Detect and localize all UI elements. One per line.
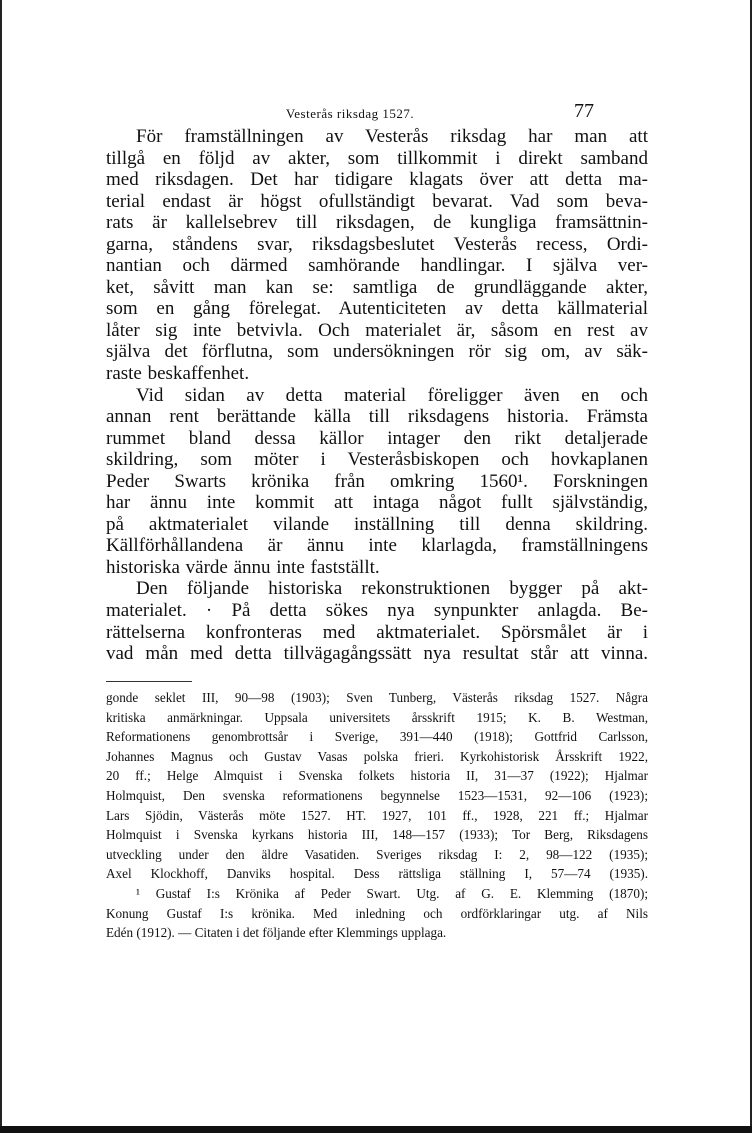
text-line: Källförhållandena är ännu inte klarlagda, framställningens bbox=[106, 535, 648, 557]
footnote-line: Holmquist i Svenska kyrkans historia III, 148—157 (1933); Tor Berg, Riksdagens bbox=[106, 827, 648, 843]
text-line: terial endast är högst ofullständigt bevarat. Vad som beva- bbox=[106, 190, 648, 212]
footnote-line: utveckling under den äldre Vasatiden. Sveriges riksdag I: 2, 98—122 (1935); bbox=[106, 846, 648, 862]
footnote-line: kritiska anmärkningar. Uppsala universitets årsskrift 1915; K. B. Westman, bbox=[106, 709, 648, 725]
text-line: vad mån med detta tillvägagångssätt nya resultat står att vinna. bbox=[106, 643, 648, 665]
footnote-line: Axel Klockhoff, Danviks hospital. Dess rättsliga ställning I, 57—74 (1935). bbox=[106, 866, 648, 882]
text-line: låter sig inte betvivla. Och materialet är, såsom en rest av bbox=[106, 319, 648, 341]
running-title: Vesterås riksdag 1527. bbox=[285, 106, 415, 121]
text-line: själva det förflutna, som undersökningen rör sig om, av säk- bbox=[106, 341, 648, 363]
footnote-line: gonde seklet III, 90—98 (1903); Sven Tunberg, Västerås riksdag 1527. Några bbox=[106, 690, 648, 705]
footnote-line: Reformationens genombrottsår i Sverige, 391—440 (1918); Gottfrid Carlsson, bbox=[106, 729, 648, 745]
text-line: Peder Swarts krönika från omkring 1560¹. Forskningen bbox=[106, 470, 648, 492]
text-line: ket, såvitt man kan se: samtliga de grundläggande akter, bbox=[106, 276, 648, 298]
scan-edge-bottom bbox=[0, 1126, 752, 1133]
text-line: raste beskaffenhet. bbox=[106, 363, 250, 385]
body-text bbox=[106, 126, 648, 665]
footnote-line: Lars Sjödin, Västerås möte 1527. HT. 1927, 101 ff., 1928, 221 ff.; Hjalmar bbox=[106, 807, 648, 823]
footnote-line: Edén (1912). — Citaten i det följande efter Klemmings upplaga. bbox=[106, 925, 447, 941]
text-line: skildring, som möter i Vesteråsbiskopen och hovkaplanen bbox=[106, 449, 648, 471]
scan-edge-left bbox=[0, 0, 2, 1133]
footnote-rule bbox=[106, 681, 192, 682]
page-number: 77 bbox=[574, 100, 594, 122]
text-line: För framställningen av Vesterås riksdag har man att bbox=[136, 126, 648, 147]
text-line: som en gång förelegat. Autenticiteten av detta källmaterial bbox=[106, 298, 648, 320]
text-line: materialet. · På detta sökes nya synpunkter anlagda. Be- bbox=[106, 600, 648, 622]
footnote-line: Holmquist, Den svenska reformationens begynnelse 1523—1531, 92—106 (1923); bbox=[106, 787, 648, 803]
text-line: rättelserna konfronteras med aktmaterialet. Spörsmålet är i bbox=[106, 621, 648, 643]
text-line: rummet bland dessa källor intager den rikt detaljerade bbox=[106, 427, 648, 449]
footnote-line: ¹ Gustaf I:s Krönika af Peder Swart. Utg. af G. E. Klemming (1870); bbox=[136, 885, 648, 901]
footnote-line: Johannes Magnus och Gustav Vasas polska frieri. Kyrkohistorisk Årsskrift 1922, bbox=[106, 748, 648, 764]
text-line: annan rent berättande källa till riksdagens historia. Främsta bbox=[106, 406, 648, 428]
text-line: nantian och därmed samhörande handlingar. I själva ver- bbox=[106, 255, 648, 277]
footnotes bbox=[106, 688, 648, 943]
text-line: Den följande historiska rekonstruktionen bygger på akt- bbox=[136, 578, 648, 600]
text-line: rats är kallelsebrev till riksdagen, de kungliga framsättnin- bbox=[106, 212, 648, 234]
text-line: garna, ståndens svar, riksdagsbeslutet Vesterås recess, Ordi- bbox=[106, 233, 648, 255]
page-header bbox=[106, 100, 594, 124]
footnote-line: Konung Gustaf I:s krönika. Med inledning och ordförklaringar utg. af Nils bbox=[106, 905, 648, 921]
text-line: tillgå en följd av akter, som tillkommit i direkt samband bbox=[106, 147, 648, 169]
footnote-line: 20 ff.; Helge Almquist i Svenska folkets historia II, 31—37 (1922); Hjalmar bbox=[106, 768, 648, 784]
text-line: på aktmaterialet vilande inställning till denna skildring. bbox=[106, 513, 648, 535]
text-line: har ännu inte kommit att intaga något fullt självständig, bbox=[106, 492, 648, 514]
text-line: Vid sidan av detta material föreligger även en och bbox=[136, 384, 648, 406]
text-line: med riksdagen. Det har tidigare klagats över att detta ma- bbox=[106, 169, 648, 191]
text-line: historiska värde ännu inte fastställt. bbox=[106, 556, 380, 578]
